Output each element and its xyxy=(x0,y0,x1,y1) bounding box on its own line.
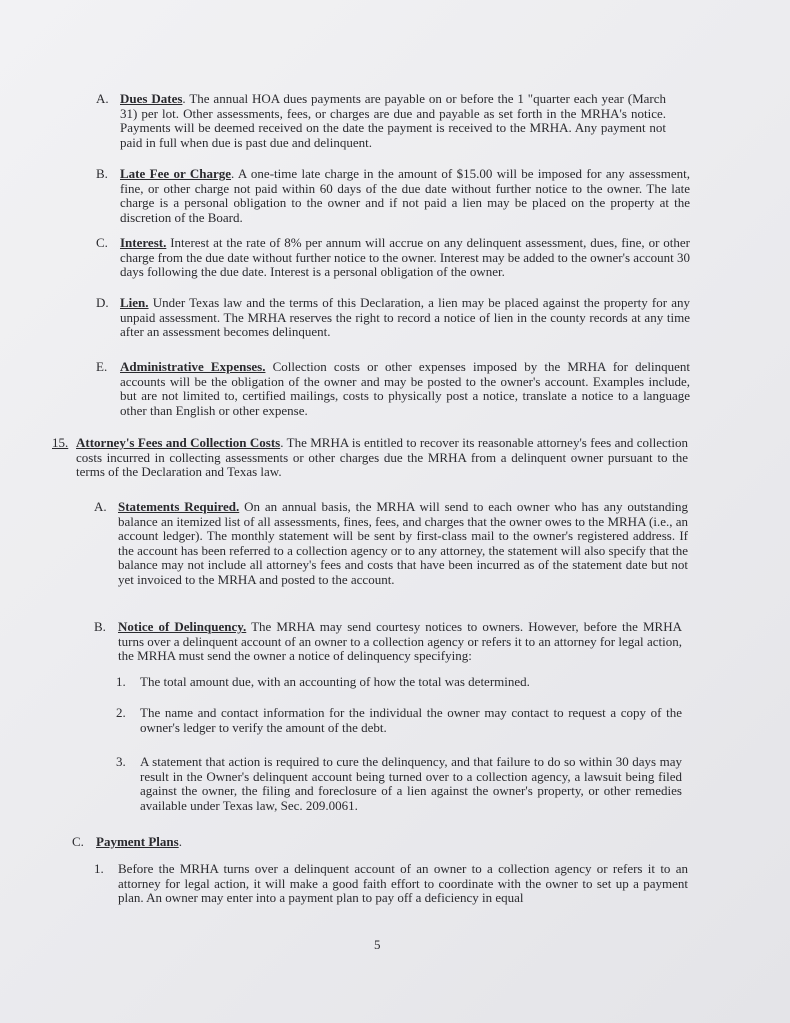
section-15 xyxy=(52,436,688,480)
item-heading: Payment Plans xyxy=(96,834,179,849)
item-text: Collection costs or other expenses imposed by the MRHA for delinquent accounts will be the obligation of the owner and may be posted to the owner's account. Examples include, but are not limited to, certified mailings, costs to physically post a notice, translate a notice to a language other than English or other expense. xyxy=(120,359,690,418)
item-marker: B. xyxy=(96,166,108,181)
subitem-text: The total amount due, with an accounting of how the total was determined. xyxy=(140,674,530,689)
item-heading-suffix: . xyxy=(231,166,235,181)
notice-subitem-2 xyxy=(116,706,682,735)
item-text: Interest at the rate of 8% per annum will accrue on any delinquent assessment, dues, fine, or other charge from the due date without further notice to the owner. Interest may be added to the owner's account 30 days following the due date. Interest is a personal obligation of the owner. xyxy=(120,235,690,280)
subitem-marker: 1. xyxy=(94,861,104,876)
subitem-text: The name and contact information for the individual the owner may contact to request a copy of the owner's ledger to verify the amount of the debt. xyxy=(140,705,682,735)
item-text: The MRHA may send courtesy notices to owners. However, before the MRHA turns over a delinquent account of an owner to a collection agency or refers it to an attorney for legal action, the MRHA must send the owner a notice of delinquency specifying: xyxy=(118,619,682,664)
item-text: A one-time late charge in the amount of $15.00 will be imposed for any assessment, fine, or other charge not paid within 60 days of the due date without further notice to the owner. The late charge is a personal obligation to the owner and if not paid a lien may be placed on the property at the discretion of the Board. xyxy=(120,166,690,225)
section-15-item-b xyxy=(94,620,682,664)
section-text: The MRHA is entitled to recover its reasonable attorney's fees and collection costs incurred in collecting assessments or other charges due the MRHA from a delinquent owner pursuant to the terms of the Declaration and Texas law. xyxy=(76,435,688,480)
item-marker: A. xyxy=(96,91,109,106)
item-heading: Notice of Delinquency. xyxy=(118,619,247,634)
subitem-marker: 3. xyxy=(116,754,126,769)
item-marker: C. xyxy=(96,235,108,250)
item-heading-suffix: . xyxy=(178,834,182,849)
item-marker: D. xyxy=(96,295,109,310)
item-heading: Statements Required. xyxy=(118,499,240,514)
section-14-item-c xyxy=(96,236,690,280)
item-marker: C. xyxy=(72,834,84,849)
section-14-item-e xyxy=(96,360,690,418)
section-14-item-b xyxy=(96,167,690,225)
section-heading-suffix: . xyxy=(280,435,284,450)
payment-plan-subitem-1 xyxy=(94,862,688,906)
item-marker: B. xyxy=(94,619,106,634)
subitem-text: A statement that action is required to cure the delinquency, and that failure to do so within 30 days may result in the Owner's delinquent account being turned over to a collection agency, a lawsuit being filed against the owner, the filing and foreclosure of a lien against the owner's property, or other remedies available under Texas law, Sec. 209.0061. xyxy=(140,754,682,813)
item-heading-suffix: . xyxy=(182,91,186,106)
item-heading: Interest. xyxy=(120,235,167,250)
section-number: 15. xyxy=(52,435,69,450)
item-heading: Administrative Expenses. xyxy=(120,359,266,374)
section-heading: Attorney's Fees and Collection Costs xyxy=(76,435,281,450)
item-text: The annual HOA dues payments are payable on or before the 1 "quarter each year (March 31) per lot. Other assessments, fees, or charges are due and payable as set forth in the MRHA's notice. Payments will be deemed received on the date the payment is received to the MRHA. Any payment not paid in full when due is past due and delinquent. xyxy=(120,91,667,150)
subitem-marker: 1. xyxy=(116,674,126,689)
subitem-marker: 2. xyxy=(116,705,126,720)
item-heading: Lien. xyxy=(120,295,149,310)
section-15-item-a xyxy=(94,500,688,588)
item-heading: Dues Dates xyxy=(120,91,183,106)
item-heading: Late Fee or Charge xyxy=(120,166,232,181)
item-marker: E. xyxy=(96,359,108,374)
section-14-item-a xyxy=(96,92,666,150)
section-15-item-c xyxy=(72,835,672,850)
notice-subitem-1 xyxy=(116,675,682,690)
page-number: 5 xyxy=(374,937,381,952)
item-marker: A. xyxy=(94,499,107,514)
item-text: On an annual basis, the MRHA will send to each owner who has any outstanding balance an itemized list of all assessments, fines, fees, and charges that the owner owes to the MRHA (i.e., an account ledger). The monthly statement will be sent by first-class mail to the owner's registered address. If the account has been referred to a collection agency or to any attorney, the statement will also specify that the balance may not include all attorney's fees and costs that have been incurred as of the statement date but not yet invoiced to the MRHA and posted to the account. xyxy=(118,499,688,587)
notice-subitem-3 xyxy=(116,755,682,813)
item-text: Under Texas law and the terms of this Declaration, a lien may be placed against the property for any unpaid assessment. The MRHA reserves the right to record a notice of lien in the county records at any time after an assessment becomes delinquent. xyxy=(120,295,690,340)
section-14-item-d xyxy=(96,296,690,340)
subitem-text: Before the MRHA turns over a delinquent account of an owner to a collection agency or refers it to an attorney for legal action, it will make a good faith effort to coordinate with the owner to set up a payment plan. An owner may enter into a payment plan to pay off a deficiency in equal xyxy=(118,861,688,906)
